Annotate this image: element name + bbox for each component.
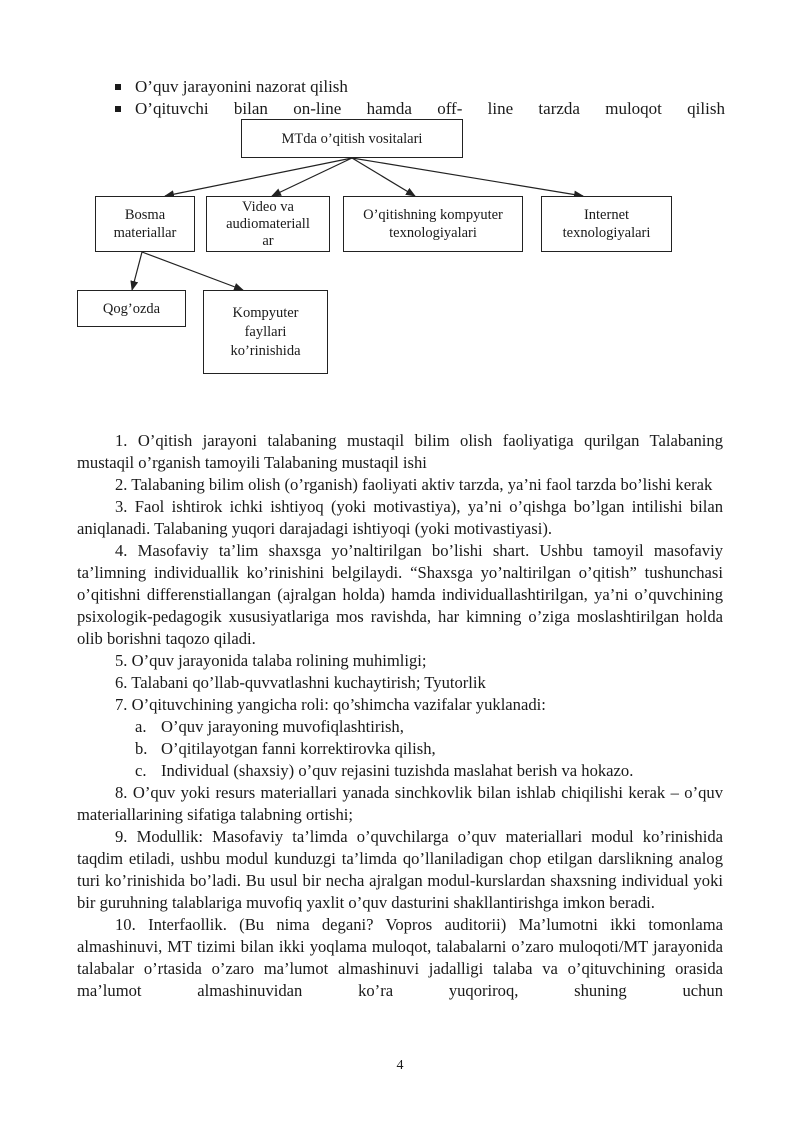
paragraph: 5. O’quv jarayonida talaba rolining muhimligi; bbox=[115, 651, 427, 670]
diagram-box-internet: Internet texnologiyalari bbox=[541, 196, 672, 252]
bullet-word: O’qituvchi bbox=[135, 99, 209, 118]
list-item: c. Individual (shaxsiy) o’quv rejasini tuzishda maslahat berish va hokazo. bbox=[135, 761, 634, 780]
paragraph: 8. O’quv yoki resurs materiallari yanada sinchkovlik bilan ishlab chiqilishi kerak – o’quv materiallarining sifatiga talabning ortishi; bbox=[77, 783, 723, 824]
diagram-root-box: MTda o’qitish vositalari bbox=[241, 119, 463, 158]
diagram-box-qogozda: Qog’ozda bbox=[77, 290, 186, 327]
diagram-box-kompyuter-fayllari: Kompyuter fayllari ko’rinishida bbox=[203, 290, 328, 374]
bullet-word: qilish bbox=[687, 99, 725, 118]
diagram-box-video: Video va audiomateriall ar bbox=[206, 196, 330, 252]
bullet-word: off- bbox=[437, 99, 463, 118]
bullet-word: hamda bbox=[366, 99, 412, 118]
arrow-to-bosma bbox=[165, 158, 352, 196]
paragraph: 1. O’qitish jarayoni talabaning mustaqil bilim olish faoliyatiga qurilgan Talabaning mustaqil o’rganish tamoyili Talabaning mustaqil ishi bbox=[77, 431, 723, 472]
arrow-to-video bbox=[272, 158, 352, 196]
body-text bbox=[77, 430, 723, 1002]
paragraph: 4. Masofaviy ta’lim shaxsga yo’naltirilgan bo’lishi shart. Ushbu tamoyil masofaviy ta’limning individuallik ko’rinishini belgilaydi. “Shaxsga yo’naltirilgan o’qitish” tushunchasi o’qitishni differenstiallangan (ajralgan holda) hamda individuallashtirilgan, ya’ni o’quvchining psixologik-pedagogik xususiyatlariga mos ravishda, har kimning o’ziga moslashtirilgan holda olib borishni taqozo qiladi. bbox=[77, 541, 723, 648]
list-item: a. O’quv jarayoning muvofiqlashtirish, bbox=[135, 717, 404, 736]
diagram-box-bosma: Bosma materiallar bbox=[95, 196, 195, 252]
arrow-to-internet bbox=[352, 158, 583, 196]
paragraph: 10. Interfaollik. (Bu nima degani? Vopros auditorii) Ma’lumotni ikki tomonlama almashinuvi, MT tizimi bilan ikki yoqlama muloqot, talabalarni o’zaro muloqoti/MT jarayonida talabalar o’rtasida o’zaro ma’lumot almashinuvi jadalligi talaba va o’qituvchining orasida ma’lumot almashinuvidan ko’ra yuqoriroq, shuning uchun bbox=[77, 915, 723, 1000]
bullet-word: bilan bbox=[233, 99, 268, 118]
list-item: b. O’qitilayotgan fanni korrektirovka qilish, bbox=[135, 739, 436, 758]
bullet-word: on-line bbox=[293, 99, 342, 118]
bullet-word: line bbox=[487, 99, 514, 118]
paragraph: 7. O’qituvchining yangicha roli: qo’shimcha vazifalar yuklanadi: bbox=[115, 695, 546, 714]
paragraph: 3. Faol ishtirok ichki ishtiyoq (yoki motivastiya), ya’ni o’qishga bo’lgan intilishi bilan aniqlanadi. Talabaning yuqori darajadagi ishtiyoqi (yoki motivastiyasi). bbox=[77, 497, 723, 538]
paragraph: 2. Talabaning bilim olish (o’rganish) faoliyati aktiv tarzda, ya’ni faol tarzda bo’lishi kerak bbox=[115, 475, 713, 494]
diagram-box-kompyuter-texnologiyalari: O’qitishning kompyuter texnologiyalari bbox=[343, 196, 523, 252]
paragraph: 6. Talabani qo’llab-quvvatlashni kuchaytirish; Tyutorlik bbox=[115, 673, 486, 692]
bullet-text: O’quv jarayonini nazorat qilish bbox=[135, 77, 348, 96]
paragraph: 9. Modullik: Masofaviy ta’limda o’quvchilarga o’quv materiallari modul ko’rinishida taqdim etiladi, ushbu modul kunduzgi ta’limda qo’llaniladigan chop etilgan darslikning analog turi ko’rinishida bo’ladi. Bu usul bir necha ajralgan modul-kurslardan shaxsning individual yoki bir guruhning talablariga muvofiq yaxlit o’quv dasturini shakllantirishga imkon beradi. bbox=[77, 827, 723, 912]
bullet-word: muloqot bbox=[605, 99, 662, 118]
arrow-to-kompyuter-fayllari bbox=[142, 252, 243, 290]
page-number: 4 bbox=[396, 1058, 404, 1073]
arrow-to-qogozda bbox=[132, 252, 142, 290]
bullet-word: tarzda bbox=[538, 99, 580, 118]
